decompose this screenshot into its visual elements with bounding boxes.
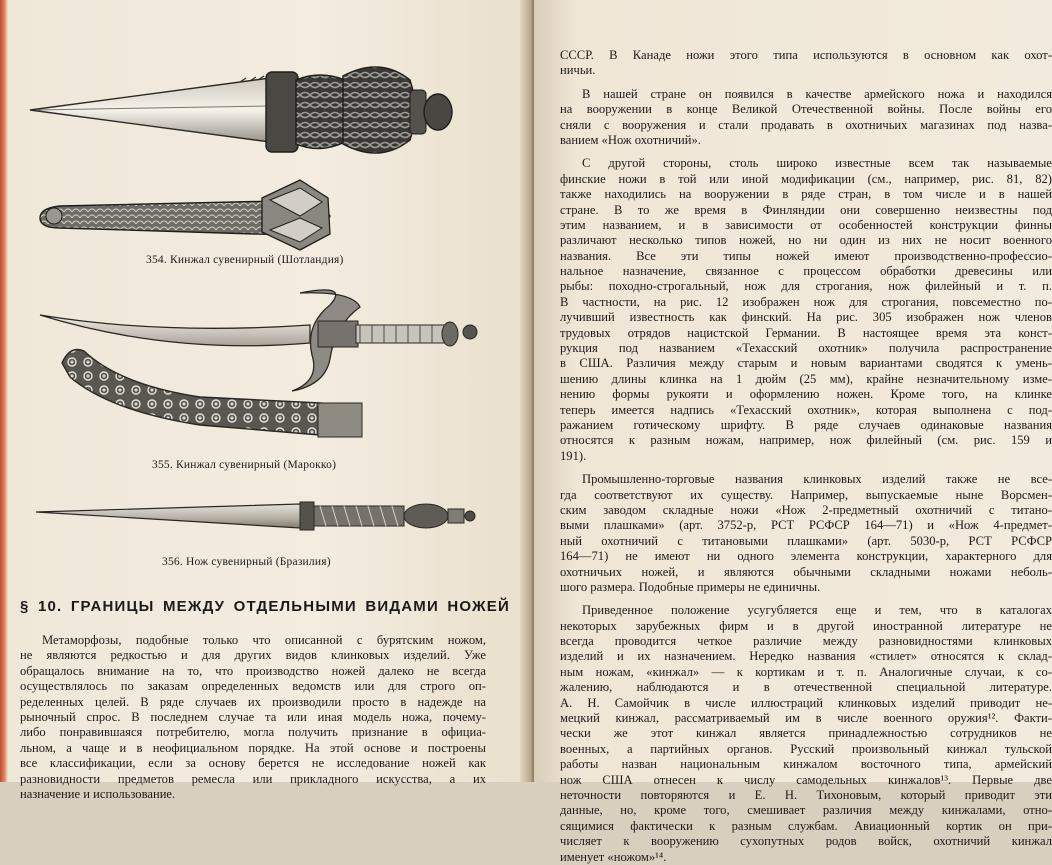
text-line: либо понравившаяся потребителю, могла получить признание в официа-: [20, 725, 486, 740]
text-line: относятся к разным ножам, например, нож филейный (см. рис. 159 и: [560, 433, 1052, 448]
left-body-text: [20, 633, 486, 802]
text-line: ванием «Нож охотничий».: [560, 132, 701, 147]
text-line: стране. В то же время в Финляндии они совершенно неизвестны под: [560, 202, 1052, 217]
text-line: нож США отнесен к числу самодельных кинжалов¹³. Первые две: [560, 772, 1052, 787]
text-line: А. Н. Самойчик в числе иллюстраций клинковых изделий приводит не-: [560, 695, 1052, 710]
figure-354: [0, 50, 528, 280]
dagger-scotland-illustration: [0, 50, 528, 280]
text-line: ным ножам, «кинжал» — к кортикам и т. п. Аналогичные случаи, к со-: [560, 664, 1052, 679]
text-line: осуществлялось по заказам определенных ведомств или для строго оп-: [20, 679, 486, 694]
text-line: 191).: [560, 448, 587, 463]
text-line: все классификации, если за основу берется не исследование ножей как: [20, 756, 486, 771]
section-heading: § 10. ГРАНИЦЫ МЕЖДУ ОТДЕЛЬНЫМИ ВИДАМИ НОЖЕЙ: [20, 598, 510, 615]
text-line: выми плашками» (арт. 3752-р, РСТ РСФСР 164—71) и «Нож 4-предмет-: [560, 518, 1052, 533]
text-line: Метаморфозы, подобные только что описанной с бурятским ножом,: [42, 633, 486, 647]
left-page: [0, 0, 528, 801]
text-line: трудовых отрядов нацистской Германии. В настоящее время эта конст-: [560, 325, 1052, 340]
figure-caption: 356. Нож сувенирный (Бразилия): [162, 556, 331, 568]
paragraph-gap: [560, 79, 1052, 87]
text-line: льном, а чаще и в неофициальном порядке. На этой основе и построены: [20, 740, 486, 755]
text-line: жалению, наблюдаются и в отечественной специальной литературе.: [560, 680, 1052, 695]
text-line: ничьи.: [560, 63, 596, 78]
text-line: лучивший известность как финский. На рис. 305 изображен нож членов: [560, 310, 1052, 325]
paragraph-gap: [560, 464, 1052, 472]
text-line: рукция под названием «Техасский охотник» получила распространение: [560, 341, 1052, 356]
paragraph-gap: [560, 595, 1052, 603]
text-line: разновидности предметов ремесла или прикладного искусства, а их: [20, 771, 486, 786]
text-line: охотничьих ножей, и являются обычными складными ножами неболь-: [560, 564, 1052, 579]
text-line: сняли с вооружения и стали продавать в охотничьих магазинах под назва-: [560, 117, 1052, 132]
text-line: гда соответствуют их существу. Например, выпускаемые ныне Ворсмен-: [560, 487, 1052, 502]
text-line: числяет к вооружению сухопутных родов войск, охотничий кинжал: [560, 834, 1052, 849]
text-line: в США. Различия между старым и новым вариантами сводятся к умень-: [560, 356, 1052, 371]
text-line: шого размера. Подобные примеры не единичны.: [560, 579, 821, 594]
text-line: СССР. В Канаде ножи этого типа используются в основном как охот-: [560, 48, 1052, 62]
knife-brazil-illustration: [0, 490, 528, 560]
text-line: ный охотничий с титановыми плашками» (арт. 5030-р, РСТ РСФСР: [560, 533, 1052, 548]
text-line: мецкий кинжал, рассматриваемый им в числе военного оружия¹². Факти-: [560, 711, 1052, 726]
text-line: обращалось внимание на то, что производство ножей далеко не всегда: [20, 663, 486, 678]
text-line: работы назван национальным кинжалом восточного типа, армейский: [560, 757, 1052, 772]
dagger-morocco-illustration: [0, 285, 528, 485]
text-line: шению длины клинка на 1 дюйм (25 мм), крайне незначительному изме-: [560, 371, 1052, 386]
right-body-text: [560, 48, 1052, 865]
text-line: рыночный спрос. В последнем случае та или иная модель ножа, почему-: [20, 709, 486, 724]
text-line: этим названием, и в зависимости от особенностей конструкции финны: [560, 217, 1052, 232]
text-line: чески же этот кинжал является принадлежностью сотрудников не: [560, 726, 1052, 741]
text-line: сящимися фактически к разным службам. Авиационный кортик он при-: [560, 818, 1052, 833]
text-line: 164—71) не имеют ни одного элемента конструкции, характерного для: [560, 549, 1052, 564]
text-line: В частности, на рис. 12 изображен нож для строгания, повсеместно по-: [560, 294, 1052, 309]
text-line: Приведенное положение усугубляется еще и тем, что в каталогах: [582, 603, 1052, 618]
paragraph-gap: [560, 148, 1052, 156]
text-line: не являются редкостью и для других видов клинковых изделий. Уже: [20, 648, 486, 663]
text-line: ским заводом складные ножи «Нож 2-предметный охотничий с титано-: [560, 502, 1052, 517]
text-line: также находились на вооружении в ряде стран, в том числе и в нашей: [560, 187, 1052, 202]
text-line: изделий и их назначением. Нередко названия «стилет» относятся к склад-: [560, 649, 1052, 664]
text-line: нальное назначение, связанное с процессом обработки древесины или: [560, 264, 1052, 279]
text-line: рыбы: походно-строгальный, нож для строгания, нож филейный и т. п.: [560, 279, 1052, 294]
text-line: военных, а партийных органов. Русский произвольный кинжал тульской: [560, 741, 1052, 756]
figure-355: [0, 285, 528, 485]
text-line: на вооружении в конце Великой Отечественной войны. После войны его: [560, 102, 1052, 117]
text-line: теперь имеется надпись «Техасский охотник», которая выполнена с под-: [560, 402, 1052, 417]
text-line: Промышленно-торговые названия клинковых изделий также не все-: [582, 472, 1052, 487]
text-line: В нашей стране он появился в качестве армейского ножа и находился: [582, 86, 1052, 101]
text-line: различают несколько типов ножей, но ни один из них не носит военного: [560, 233, 1052, 248]
text-line: некоторых зарубежных фирм и в другой иностранной литературе не: [560, 618, 1052, 633]
text-line: финские ножи в той или иной модификации (см., например, рис. 81, 82): [560, 171, 1052, 186]
text-line: ределенных целей. В ряде случаев их производили просто в надежде на: [20, 694, 486, 709]
text-line: всегда проводится четкое различие между разновидностями клинковых: [560, 634, 1052, 649]
text-line: неточности повторяются и Е. Н. Тихоновым, который приводит эти: [560, 787, 1052, 802]
figure-caption: 354. Кинжал сувенирный (Шотландия): [146, 254, 344, 266]
text-line: нению формы рукояти и оформлению ножен. Кроме того, на клинке: [560, 387, 1052, 402]
text-line: назначение и использование.: [20, 786, 176, 801]
right-page: [534, 0, 1052, 864]
text-line: названия. Все эти типы ножей имеют производственно-профессио-: [560, 248, 1052, 263]
figure-caption: 355. Кинжал сувенирный (Марокко): [152, 459, 337, 471]
text-line: С другой стороны, столь широко известные всем так называемые: [582, 156, 1052, 171]
text-line: данные, но, кроме того, смешивает различия между кинжалами, отно-: [560, 803, 1052, 818]
figure-356: [0, 490, 528, 580]
text-line: именует «ножом»¹⁴.: [560, 849, 667, 864]
text-line: ражанием готическому шрифту. В ряде случаев одинаковые названия: [560, 417, 1052, 432]
